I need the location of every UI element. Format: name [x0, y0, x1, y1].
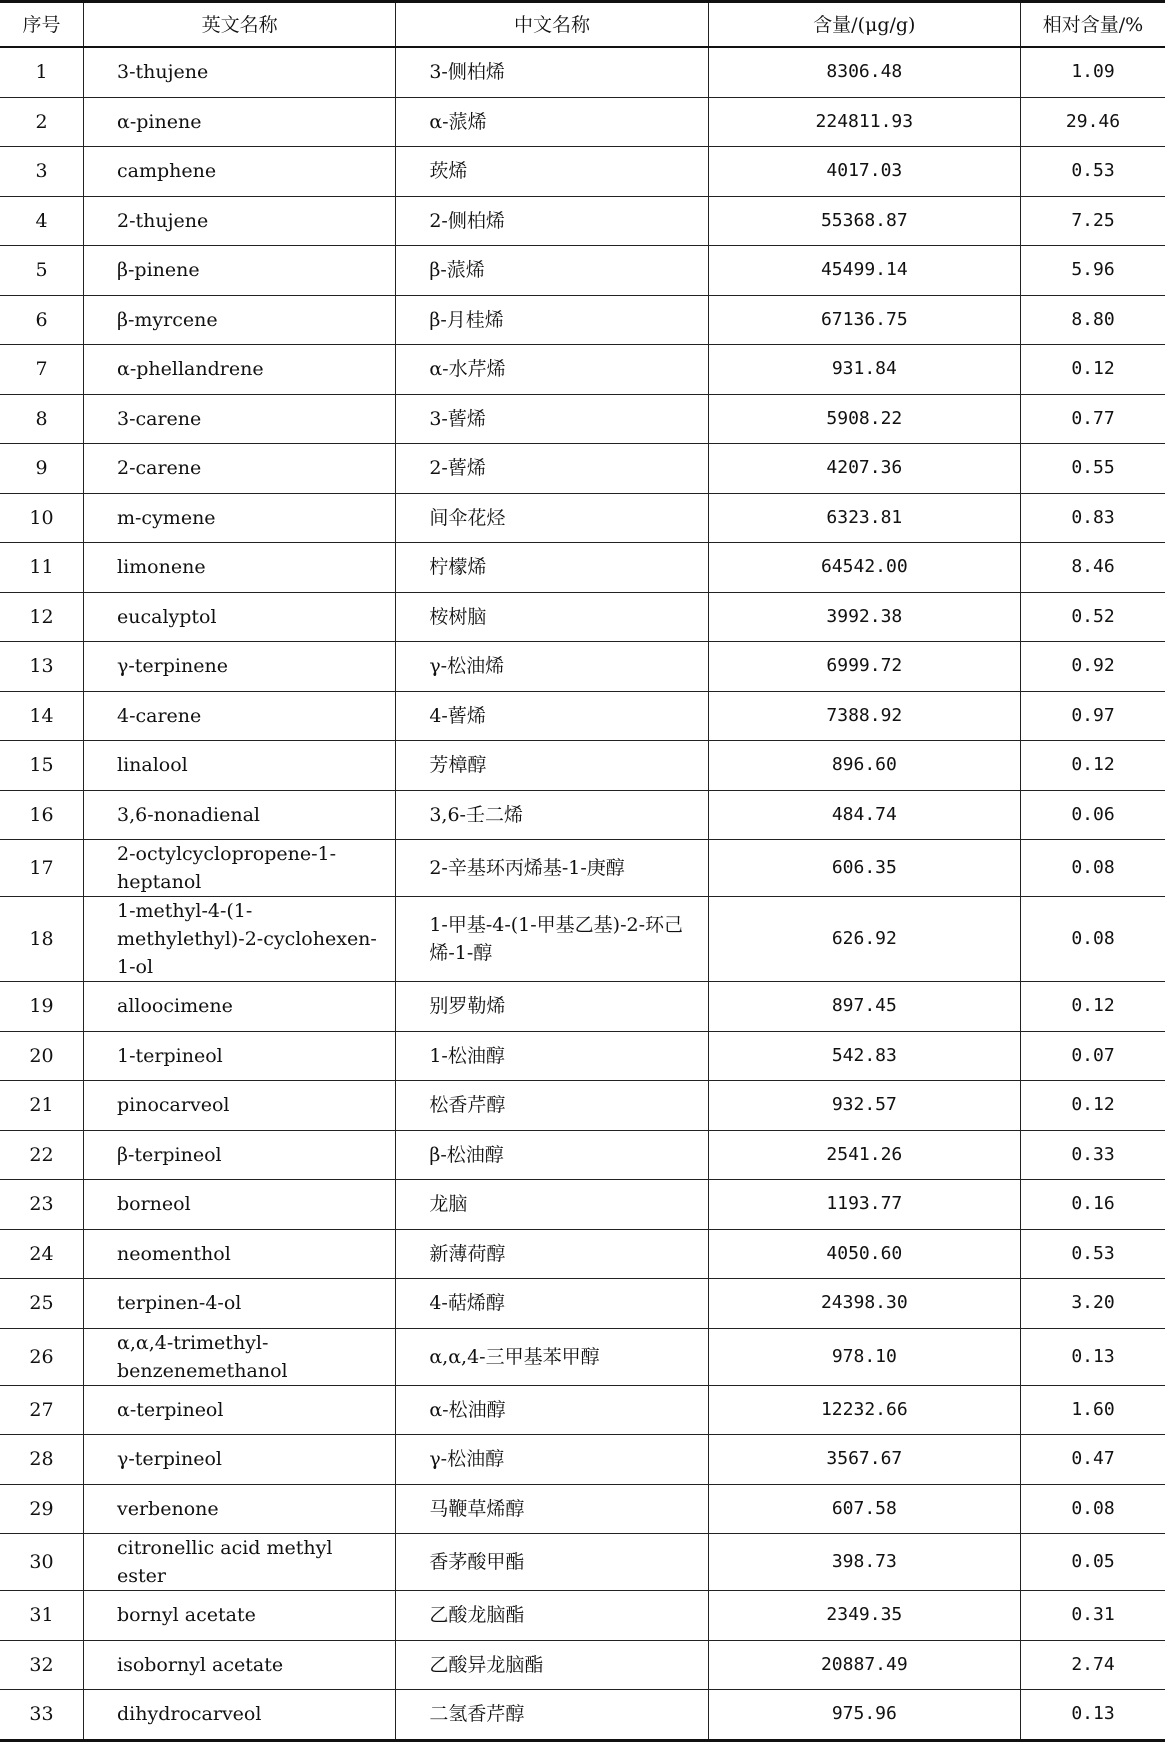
cell-content: 7388.92	[708, 691, 1020, 741]
table-header	[0, 2, 1165, 48]
cell-chinese-name: 3-侧柏烯	[396, 47, 708, 97]
table-row	[0, 1180, 1165, 1230]
cell-chinese-name: 2-侧柏烯	[396, 196, 708, 246]
cell-content: 6999.72	[708, 642, 1020, 692]
table-row	[0, 196, 1165, 246]
cell-index: 3	[0, 147, 84, 197]
cell-index: 15	[0, 741, 84, 791]
cell-content: 5908.22	[708, 394, 1020, 444]
cell-index: 19	[0, 982, 84, 1032]
cell-index: 1	[0, 47, 84, 97]
cell-english-name: 1-methyl-4-(1-methylethyl)-2-cyclohexen-1-ol	[84, 897, 396, 982]
cell-index: 14	[0, 691, 84, 741]
cell-index: 24	[0, 1229, 84, 1279]
cell-chinese-name: 松香芹醇	[396, 1081, 708, 1131]
cell-english-name: borneol	[84, 1180, 396, 1230]
cell-relative-content: 0.31	[1021, 1591, 1165, 1641]
cell-chinese-name: 二氢香芹醇	[396, 1690, 708, 1741]
cell-chinese-name: α-水芹烯	[396, 345, 708, 395]
table-row	[0, 97, 1165, 147]
cell-content: 2541.26	[708, 1130, 1020, 1180]
cell-relative-content: 0.06	[1021, 790, 1165, 840]
cell-english-name: terpinen-4-ol	[84, 1279, 396, 1329]
cell-english-name: β-terpineol	[84, 1130, 396, 1180]
cell-relative-content: 0.83	[1021, 493, 1165, 543]
cell-relative-content: 0.92	[1021, 642, 1165, 692]
cell-english-name: m-cymene	[84, 493, 396, 543]
cell-english-name: α-phellandrene	[84, 345, 396, 395]
cell-index: 20	[0, 1031, 84, 1081]
cell-chinese-name: 柠檬烯	[396, 543, 708, 593]
cell-chinese-name: 1-甲基-4-(1-甲基乙基)-2-环己烯-1-醇	[396, 897, 708, 982]
cell-chinese-name: γ-松油醇	[396, 1435, 708, 1485]
cell-content: 398.73	[708, 1534, 1020, 1591]
cell-index: 13	[0, 642, 84, 692]
cell-relative-content: 1.60	[1021, 1385, 1165, 1435]
cell-english-name: citronellic acid methyl ester	[84, 1534, 396, 1591]
cell-english-name: limonene	[84, 543, 396, 593]
cell-chinese-name: 龙脑	[396, 1180, 708, 1230]
table-row	[0, 1130, 1165, 1180]
cell-content: 64542.00	[708, 543, 1020, 593]
cell-english-name: eucalyptol	[84, 592, 396, 642]
cell-index: 32	[0, 1640, 84, 1690]
table-row	[0, 1484, 1165, 1534]
cell-relative-content: 0.13	[1021, 1690, 1165, 1741]
table-row	[0, 982, 1165, 1032]
cell-index: 25	[0, 1279, 84, 1329]
cell-english-name: 2-thujene	[84, 196, 396, 246]
cell-content: 931.84	[708, 345, 1020, 395]
cell-english-name: verbenone	[84, 1484, 396, 1534]
cell-index: 5	[0, 246, 84, 296]
table-row	[0, 1328, 1165, 1385]
table-row	[0, 295, 1165, 345]
table-row	[0, 1435, 1165, 1485]
cell-index: 16	[0, 790, 84, 840]
cell-content: 8306.48	[708, 47, 1020, 97]
cell-english-name: 2-carene	[84, 444, 396, 494]
table-row	[0, 897, 1165, 982]
table-row	[0, 394, 1165, 444]
cell-relative-content: 0.12	[1021, 1081, 1165, 1131]
cell-english-name: linalool	[84, 741, 396, 791]
cell-relative-content: 0.53	[1021, 147, 1165, 197]
cell-relative-content: 0.55	[1021, 444, 1165, 494]
cell-content: 542.83	[708, 1031, 1020, 1081]
table-row	[0, 1081, 1165, 1131]
cell-english-name: 3-carene	[84, 394, 396, 444]
cell-chinese-name: 乙酸异龙脑酯	[396, 1640, 708, 1690]
cell-content: 896.60	[708, 741, 1020, 791]
table-row	[0, 345, 1165, 395]
cell-english-name: α-pinene	[84, 97, 396, 147]
cell-content: 2349.35	[708, 1591, 1020, 1641]
cell-content: 4207.36	[708, 444, 1020, 494]
cell-relative-content: 0.97	[1021, 691, 1165, 741]
cell-content: 626.92	[708, 897, 1020, 982]
cell-chinese-name: 2-辛基环丙烯基-1-庚醇	[396, 840, 708, 897]
cell-chinese-name: 莰烯	[396, 147, 708, 197]
cell-chinese-name: 4-萜烯醇	[396, 1279, 708, 1329]
cell-english-name: dihydrocarveol	[84, 1690, 396, 1741]
header-row	[0, 2, 1165, 48]
cell-relative-content: 0.08	[1021, 1484, 1165, 1534]
cell-relative-content: 0.12	[1021, 982, 1165, 1032]
cell-content: 224811.93	[708, 97, 1020, 147]
table-row	[0, 1534, 1165, 1591]
cell-english-name: bornyl acetate	[84, 1591, 396, 1641]
cell-index: 28	[0, 1435, 84, 1485]
cell-index: 30	[0, 1534, 84, 1591]
table-row	[0, 1031, 1165, 1081]
cell-content: 932.57	[708, 1081, 1020, 1131]
cell-relative-content: 0.33	[1021, 1130, 1165, 1180]
cell-relative-content: 8.46	[1021, 543, 1165, 593]
cell-content: 484.74	[708, 790, 1020, 840]
table-row	[0, 1229, 1165, 1279]
table-row	[0, 790, 1165, 840]
cell-english-name: alloocimene	[84, 982, 396, 1032]
header-chinese-name: 中文名称	[396, 2, 708, 48]
cell-relative-content: 3.20	[1021, 1279, 1165, 1329]
cell-index: 7	[0, 345, 84, 395]
cell-chinese-name: 4-蒈烯	[396, 691, 708, 741]
cell-relative-content: 29.46	[1021, 97, 1165, 147]
cell-relative-content: 0.47	[1021, 1435, 1165, 1485]
cell-english-name: 2-octylcyclopropene-1-heptanol	[84, 840, 396, 897]
cell-chinese-name: β-松油醇	[396, 1130, 708, 1180]
cell-chinese-name: 3,6-壬二烯	[396, 790, 708, 840]
cell-content: 55368.87	[708, 196, 1020, 246]
cell-chinese-name: α,α,4-三甲基苯甲醇	[396, 1328, 708, 1385]
cell-index: 26	[0, 1328, 84, 1385]
cell-relative-content: 8.80	[1021, 295, 1165, 345]
cell-index: 29	[0, 1484, 84, 1534]
cell-index: 33	[0, 1690, 84, 1741]
cell-chinese-name: 芳樟醇	[396, 741, 708, 791]
cell-chinese-name: 马鞭草烯醇	[396, 1484, 708, 1534]
cell-english-name: α,α,4-trimethyl-benzenemethanol	[84, 1328, 396, 1385]
cell-content: 1193.77	[708, 1180, 1020, 1230]
cell-chinese-name: 桉树脑	[396, 592, 708, 642]
cell-index: 22	[0, 1130, 84, 1180]
cell-chinese-name: 1-松油醇	[396, 1031, 708, 1081]
cell-english-name: 3,6-nonadienal	[84, 790, 396, 840]
cell-content: 4050.60	[708, 1229, 1020, 1279]
cell-relative-content: 0.08	[1021, 840, 1165, 897]
table-row	[0, 642, 1165, 692]
cell-content: 24398.30	[708, 1279, 1020, 1329]
cell-chinese-name: 乙酸龙脑酯	[396, 1591, 708, 1641]
table-row	[0, 1279, 1165, 1329]
cell-english-name: 1-terpineol	[84, 1031, 396, 1081]
cell-content: 607.58	[708, 1484, 1020, 1534]
header-content: 含量/(μg/g)	[708, 2, 1020, 48]
cell-index: 31	[0, 1591, 84, 1641]
table-row	[0, 741, 1165, 791]
cell-relative-content: 1.09	[1021, 47, 1165, 97]
table-row	[0, 444, 1165, 494]
cell-index: 12	[0, 592, 84, 642]
cell-relative-content: 2.74	[1021, 1640, 1165, 1690]
cell-content: 3567.67	[708, 1435, 1020, 1485]
cell-english-name: γ-terpinene	[84, 642, 396, 692]
cell-chinese-name: 2-蒈烯	[396, 444, 708, 494]
cell-index: 6	[0, 295, 84, 345]
cell-content: 606.35	[708, 840, 1020, 897]
cell-chinese-name: 新薄荷醇	[396, 1229, 708, 1279]
cell-index: 2	[0, 97, 84, 147]
cell-index: 10	[0, 493, 84, 543]
cell-relative-content: 0.07	[1021, 1031, 1165, 1081]
cell-content: 20887.49	[708, 1640, 1020, 1690]
cell-chinese-name: γ-松油烯	[396, 642, 708, 692]
table-row	[0, 1385, 1165, 1435]
table-row	[0, 1640, 1165, 1690]
cell-content: 12232.66	[708, 1385, 1020, 1435]
cell-relative-content: 0.77	[1021, 394, 1165, 444]
header-english-name: 英文名称	[84, 2, 396, 48]
cell-relative-content: 0.05	[1021, 1534, 1165, 1591]
cell-english-name: β-myrcene	[84, 295, 396, 345]
cell-chinese-name: 别罗勒烯	[396, 982, 708, 1032]
cell-index: 4	[0, 196, 84, 246]
cell-chinese-name: 间伞花烃	[396, 493, 708, 543]
header-relative-content: 相对含量/%	[1021, 2, 1165, 48]
cell-english-name: γ-terpineol	[84, 1435, 396, 1485]
cell-content: 897.45	[708, 982, 1020, 1032]
cell-index: 8	[0, 394, 84, 444]
cell-english-name: neomenthol	[84, 1229, 396, 1279]
cell-index: 11	[0, 543, 84, 593]
table-row	[0, 147, 1165, 197]
table-row	[0, 47, 1165, 97]
cell-english-name: 3-thujene	[84, 47, 396, 97]
table-row	[0, 840, 1165, 897]
cell-relative-content: 0.52	[1021, 592, 1165, 642]
table-row	[0, 543, 1165, 593]
cell-content: 978.10	[708, 1328, 1020, 1385]
cell-relative-content: 0.08	[1021, 897, 1165, 982]
table-row	[0, 493, 1165, 543]
cell-content: 975.96	[708, 1690, 1020, 1741]
cell-index: 18	[0, 897, 84, 982]
cell-index: 21	[0, 1081, 84, 1131]
table-row	[0, 691, 1165, 741]
table-row	[0, 1591, 1165, 1641]
cell-relative-content: 0.12	[1021, 741, 1165, 791]
cell-english-name: α-terpineol	[84, 1385, 396, 1435]
cell-relative-content: 7.25	[1021, 196, 1165, 246]
cell-chinese-name: β-蒎烯	[396, 246, 708, 296]
cell-relative-content: 0.12	[1021, 345, 1165, 395]
table-body	[0, 47, 1165, 1740]
table-row	[0, 246, 1165, 296]
cell-content: 6323.81	[708, 493, 1020, 543]
cell-relative-content: 5.96	[1021, 246, 1165, 296]
cell-english-name: pinocarveol	[84, 1081, 396, 1131]
cell-relative-content: 0.16	[1021, 1180, 1165, 1230]
cell-index: 23	[0, 1180, 84, 1230]
cell-relative-content: 0.13	[1021, 1328, 1165, 1385]
cell-content: 3992.38	[708, 592, 1020, 642]
cell-chinese-name: 3-蒈烯	[396, 394, 708, 444]
header-index: 序号	[0, 2, 84, 48]
cell-chinese-name: β-月桂烯	[396, 295, 708, 345]
cell-index: 17	[0, 840, 84, 897]
cell-chinese-name: α-松油醇	[396, 1385, 708, 1435]
cell-english-name: β-pinene	[84, 246, 396, 296]
cell-chinese-name: 香茅酸甲酯	[396, 1534, 708, 1591]
cell-english-name: 4-carene	[84, 691, 396, 741]
cell-content: 67136.75	[708, 295, 1020, 345]
table-row	[0, 1690, 1165, 1741]
cell-english-name: camphene	[84, 147, 396, 197]
cell-index: 27	[0, 1385, 84, 1435]
cell-english-name: isobornyl acetate	[84, 1640, 396, 1690]
cell-index: 9	[0, 444, 84, 494]
cell-content: 45499.14	[708, 246, 1020, 296]
table-row	[0, 592, 1165, 642]
cell-content: 4017.03	[708, 147, 1020, 197]
cell-chinese-name: α-蒎烯	[396, 97, 708, 147]
cell-relative-content: 0.53	[1021, 1229, 1165, 1279]
